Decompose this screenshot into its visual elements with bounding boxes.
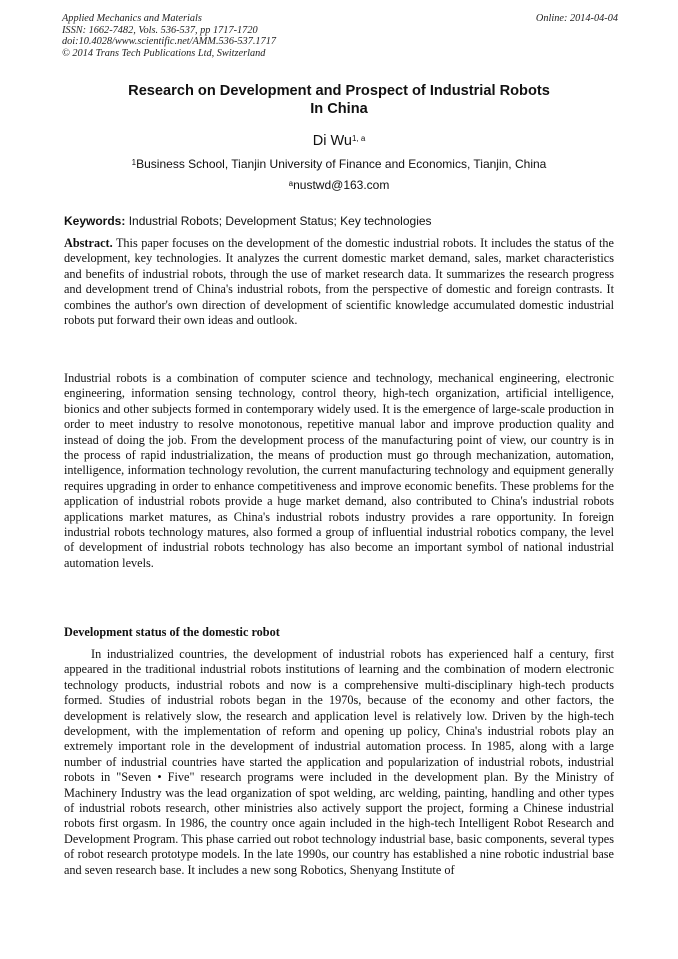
author-line [62, 132, 616, 150]
email-mark: a [288, 179, 294, 188]
copyright-line: © 2014 Trans Tech Publications Ltd, Switzerland [62, 47, 266, 59]
keywords-text: Industrial Robots; Development Status; Key technologies [128, 214, 432, 228]
email-text[interactable]: nustwd@163.com [293, 178, 390, 192]
intro-paragraph: Industrial robots is a combination of computer science and technology, mechanical engineering, electronic engineering, information sensing technology, control theory, high-tech organization, artificial intelligence, bionics and other subjects formed in contemporary widely used. It is the emergence of large-scale production in order to meet industry to resolve monotonous, repetitive manual labor and improve production quality and instead of doing the job. From the development process of the manufacturing point of view, our country is in the process of rapid industrialization, the means of production must go through mechanization, automation, intelligence, information technology revolution, the current manufacturing technology and equipment generally requires upgrading in order to enhance competitiveness and improve economic benefits. These problems for the application of industrial robots provide a huge market demand, also contributed to China's industrial robots applications market matures, as China's industrial robots industry provides a rare opportunity. In foreign industrial robots technology matures, also formed a group of influential industrial robotics company, the level of development of industrial robots technology has also become an important symbol of national industrial automation levels. [64, 371, 614, 570]
journal-header [62, 13, 618, 59]
issn-line: ISSN: 1662-7482, Vols. 536-537, pp 1717-1720 [62, 24, 258, 36]
title-line-1: Research on Development and Prospect of Industrial Robots [128, 83, 550, 99]
keywords-label: Keywords: [64, 214, 126, 228]
title-line-2: In China [310, 101, 368, 117]
doi-line[interactable]: doi:10.4028/www.scientific.net/AMM.536-537.1717 [62, 36, 277, 48]
paper-title [62, 82, 616, 118]
affiliation-mark: 1 [131, 158, 137, 167]
keywords [64, 214, 616, 229]
online-date: Online: 2014-04-04 [535, 13, 618, 24]
abstract-paragraph [64, 236, 614, 328]
author-marks: 1, a [351, 134, 366, 143]
abstract-label: Abstract. [64, 236, 113, 250]
section-paragraph: In industrialized countries, the development of industrial robots has experienced half a century, first appeared in the traditional industrial robots institutions of learning and the combination of modern electronic technology products, industrial robots and now is a comprehensive multi-disciplinary high-tech products formed. Studies of industrial robots began in the 1970s, because of the economy and other factors, the development is relatively slow, the research and application level is relatively low. Driven by the high-tech development, with the implementation of reform and opening up policy, China's industrial robots play an extremely important role in the development of industrial automation process. In 1985, along with a large number of industrial countries have started the application and popularization of industrial robots, industrial robots in "Seven • Five" research programs were included in the development plan. By the Ministry of Machinery Industry was the lead organization of spot welding, arc welding, painting, handling and other types of industrial robots research, other ministries also actively support the project, forming a Chinese industrial robots first orgasm. In 1986, the country once again included in the high-tech Intelligent Robot Research and Development Program. This phase carried out robot technology industrial base, basic components, several types of robot research prototype models. In the late 1990s, our country has established a nine robotic industrial base and seven research base. It includes a new song Robotics, Shenyang Institute of [64, 647, 614, 877]
author-name: Di Wu [312, 133, 352, 149]
section-heading: Development status of the domestic robot [64, 625, 280, 639]
abstract-text: This paper focuses on the development of the domestic industrial robots. It includes the status of the development, key technologies. It analyzes the current domestic market demand, sales, market characteristics and benefits of industrial robots, through the use of market research data. It summarizes the research progress and development trend of China's industrial robots, from the perspective of domestic and foreign contrasts. It combines the author's own direction of development of scientific knowledge accumulated domestic industrial robots put forward their own ideas and outlook. [64, 236, 614, 328]
journal-name: Applied Mechanics and Materials [62, 13, 202, 24]
affiliation-text: Business School, Tianjin University of Finance and Economics, Tianjin, China [136, 157, 547, 171]
author-email [62, 178, 616, 193]
affiliation [62, 157, 616, 172]
